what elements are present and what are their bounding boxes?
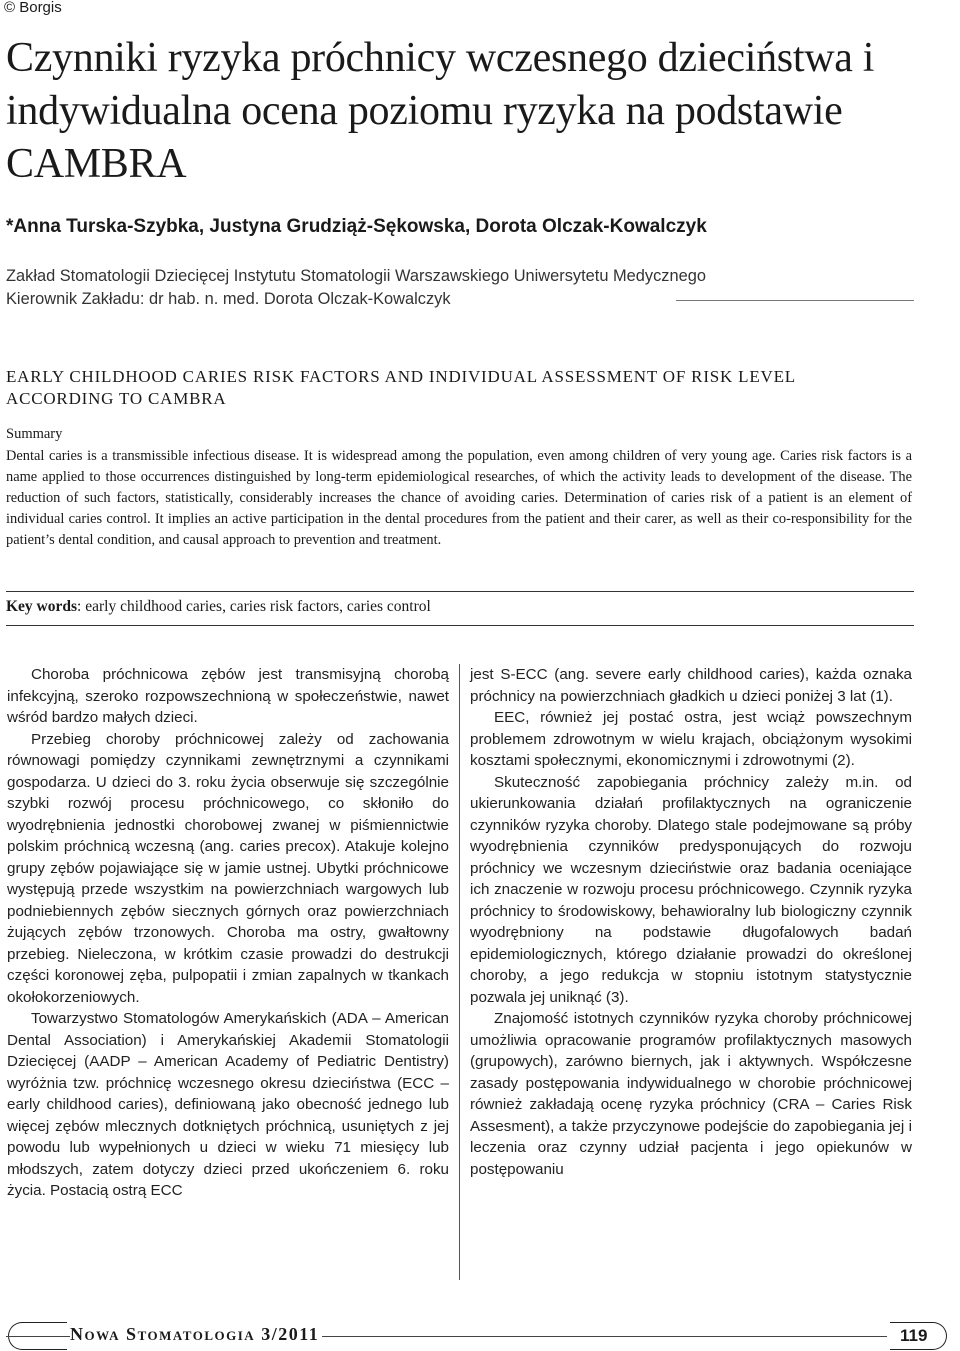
- keywords-label: Key words: [6, 598, 78, 615]
- affiliation-head: Kierownik Zakładu: dr hab. n. med. Dorota Olczak-Kowalczyk: [6, 290, 451, 308]
- page-number: 119: [900, 1326, 928, 1345]
- body-column-left: [7, 664, 449, 1202]
- affiliation-institution: Zakład Stomatologii Dziecięcej Instytutu Stomatologii Warszawskiego Uniwersytetu Medycznego: [6, 267, 706, 285]
- summary-heading: Summary: [6, 426, 63, 442]
- journal-name: Nowa Stomatologia 3/2011: [70, 1324, 320, 1344]
- paragraph: Towarzystwo Stomatologów Amerykańskich (ADA – American Dental Association) i Amerykańskiej Akademii Stomatologii Dziecięcej (AADP – American Academy of Pediatric Dentistry) wyróżnia tzw. próchnicę wczesnego okresu dzieciństwa (ECC – early childhood caries), definiowaną jako obecność jednego lub więcej zębów mlecznych dotkniętych próchnicą, usuniętych z jej powodu lub wypełnionych u dzieci w wieku 71 miesięcy lub młodszych, zatem dotyczy dzieci przed ukończeniem 6. roku życia. Postacią ostrą ECC: [7, 1010, 449, 1199]
- copyright-notice: © Borgis: [4, 0, 62, 16]
- footer-rule-left: [6, 1336, 70, 1337]
- paragraph: EEC, również jej postać ostra, jest wciąż powszechnym problemem zdrowotnym w wielu krajach, obciążonym wysokimi kosztami społecznymi, ekonomicznymi i zdrowotnymi (2).: [470, 709, 912, 769]
- keywords-bottom-rule: [6, 625, 914, 626]
- keywords-list: : early childhood caries, caries risk factors, caries control: [77, 598, 431, 615]
- paragraph: Znajomość istotnych czynników ryzyka choroby próchnicowej umożliwia opracowanie programów profilaktycznych masowych (grupowych), zarówno biernych, jak i aktywnych. Współczesne zasady postępowania indywidualnego w chorobie próchnicowej również zakładają ocenę ryzyka próchnicy (CRA – Caries Risk Assesment), a także przyczynowe podejście do zapobiegania jej i leczenia oraz czynny udział pacjenta i jego opiekunów w postępowaniu: [470, 1010, 912, 1178]
- paragraph: Skuteczność zapobiegania próchnicy zależy m.in. od ukierunkowania działań profilaktycznych na ograniczenie czynników ryzyka choroby. Dlatego stale podejmowane są próby wyodrębnienia czynników predysponujących do rozwoju próchnicy we wczesnym dzieciństwie oraz badania oceniające ich znaczenie w rozwoju procesu próchnicowego. Czynnik ryzyka próchnicy to środowiskowy, behawioralny lub biologiczny czynnik wyodrębniony na podstawie długofalowych badań epidemiologicznych, którego działanie prowadzi do określonej choroby, a jego redukcja w stopniu istotnym statystycznie pozwala jej uniknąć (3).: [470, 773, 912, 1006]
- footer-rule-right: [322, 1336, 887, 1337]
- article-title: Czynniki ryzyka próchnicy wczesnego dzieciństwa i indywidualna ocena poziomu ryzyka na podstawie CAMBRA: [6, 35, 875, 187]
- english-title: EARLY CHILDHOOD CARIES RISK FACTORS AND INDIVIDUAL ASSESSMENT OF RISK LEVEL ACCORDING TO CAMBRA: [6, 367, 796, 408]
- summary-text: Dental caries is a transmissible infectious disease. It is widespread among the population, even among children of very young age. Caries risk factors is a name applied to those occurrences distinguished by long-term epidemiological researches, of which the activity leads to development of the disease. The reduction of such factors, statistically, considerably increases the chance of avoiding caries. Determination of caries risk of a patient is an element of individual caries control. It implies an active participation in the dental procedures from the patient and their carer, as well as their co-responsibility for the patient’s dental condition, and causal approach to prevention and treatment.: [6, 448, 912, 549]
- authors: *Anna Turska-Szybka, Justyna Grudziąż-Sękowska, Dorota Olczak-Kowalczyk: [6, 216, 707, 237]
- affiliation-divider: [676, 300, 914, 301]
- paragraph: jest S-ECC (ang. severe early childhood caries), każda oznaka próchnicy na powierzchniach gładkich u dzieci poniżej 3 lat (1).: [470, 666, 912, 705]
- paragraph: Choroba próchnicowa zębów jest transmisyjną chorobą infekcyjną, szeroko rozpowszechnioną w społeczeństwie, nawet wśród bardzo małych dzieci.: [7, 666, 449, 726]
- paragraph: Przebieg choroby próchnicowej zależy od zachowania równowagi pomiędzy czynnikami zewnętrznymi a czynnikami gospodarza. U dzieci do 3. roku życia obserwuje się szczególnie szybki rozwój procesu próchnicowego, co skłoniło do wyodrębnienia jednostki chorobowej zwanej w piśmiennictwie polskim próchnicą wczesną (ang. caries precox). Atakuje kolejno grupy zębów pojawiające się w jamie ustnej. Ubytki próchnicowe występują przede wszystkim na powierzchniach wargowych lub podniebiennych zębów siecznych górnych oraz powierzchniach żujących zębów trzonowych. Choroba ma ostry, gwałtowny przebieg. Nieleczona, w krótkim czasie prowadzi do destrukcji części koronowej zęba, pulpopatii i zmian zapalnych w tkankach okołokorzeniowych.: [7, 730, 449, 1006]
- body-column-right: [470, 664, 912, 1180]
- keywords-top-rule: [6, 591, 914, 592]
- column-divider: [459, 664, 460, 1280]
- affiliation: [6, 265, 706, 311]
- keywords: [6, 598, 431, 616]
